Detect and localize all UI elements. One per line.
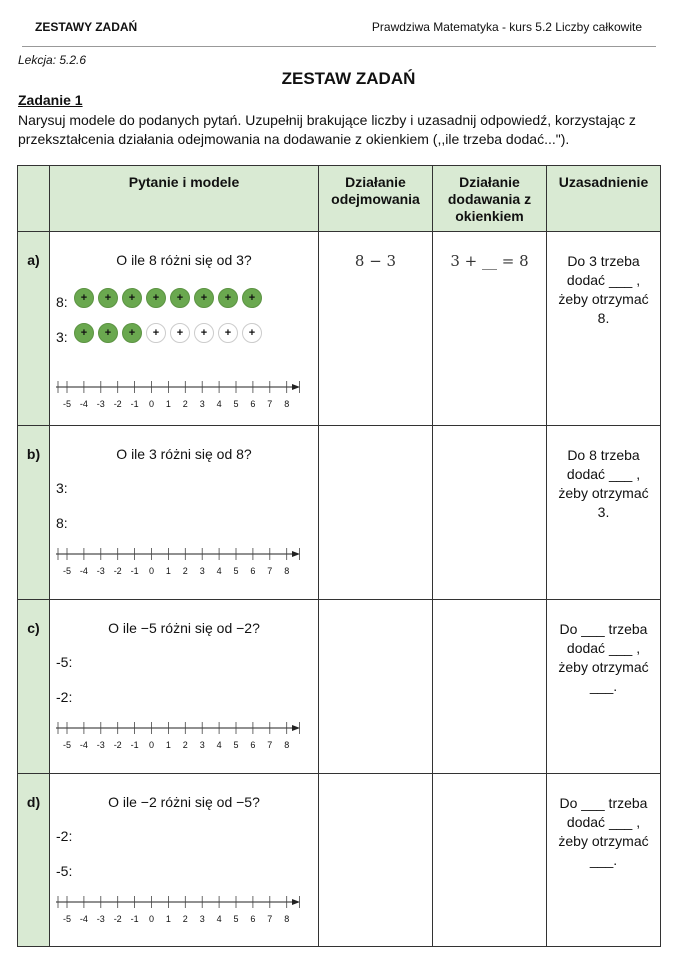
justification-cell[interactable]: Do 8 trzeba dodać ___ , żeby otrzymać 3. xyxy=(547,426,661,600)
number-line-tick-label: -1 xyxy=(130,399,139,409)
subtraction-cell[interactable] xyxy=(319,600,433,774)
number-line-tick-label: 8 xyxy=(284,566,290,576)
addition-cell[interactable] xyxy=(433,600,547,774)
question: O ile −2 różni się od −5? xyxy=(108,794,260,810)
positive-token-empty: + xyxy=(242,323,262,343)
subtraction-cell[interactable]: 8 − 3 xyxy=(319,232,433,426)
addition-cell[interactable] xyxy=(433,426,547,600)
model-cell xyxy=(50,774,319,947)
number-line-tick-label: 0 xyxy=(148,914,155,924)
number-line-tick-label: -2 xyxy=(113,399,122,409)
number-line-tick-label: -1 xyxy=(130,740,139,750)
number-line-tick-label: 0 xyxy=(148,566,155,576)
model-cell xyxy=(50,232,319,426)
positive-token-empty: + xyxy=(146,323,166,343)
number-line xyxy=(56,894,306,924)
model-cell xyxy=(50,426,319,600)
number-line-tick-label: 1 xyxy=(165,399,171,409)
addition-cell[interactable]: 3 + __ = 8 xyxy=(433,232,547,426)
positive-token-empty: + xyxy=(218,323,238,343)
model-cell xyxy=(50,600,319,774)
number-line-tick-label: -2 xyxy=(113,914,122,924)
number-line-tick-label: -5 xyxy=(62,566,72,576)
number-line-tick-label: 0 xyxy=(148,740,155,750)
number-line-tick-label: 8 xyxy=(284,740,290,750)
number-line-arrow xyxy=(292,551,300,557)
number-line-tick-label: -3 xyxy=(96,566,105,576)
justification-cell[interactable]: Do ___ trzeba dodać ___ , żeby otrzymać ___. xyxy=(547,774,661,947)
number-line xyxy=(56,379,306,409)
number-line-tick-label: 5 xyxy=(233,914,239,924)
number-line-tick-label: -4 xyxy=(79,740,88,750)
header-divider xyxy=(22,46,656,47)
number-line-tick-label: 7 xyxy=(267,914,273,924)
number-line-tick-label: -5 xyxy=(62,740,72,750)
number-line-tick-label: 7 xyxy=(267,566,273,576)
number-line-tick-label: 2 xyxy=(182,399,188,409)
number-line-arrow xyxy=(292,725,300,731)
header-left: ZESTAWY ZADAŃ xyxy=(35,20,138,34)
header-subtraction: Działanie odejmowania xyxy=(319,166,433,232)
number-line-tick-label: 4 xyxy=(216,566,222,576)
positive-token-empty: + xyxy=(194,323,214,343)
number-line-tick-label: -5 xyxy=(62,399,72,409)
header-models: Pytanie i modele xyxy=(50,166,319,232)
number-line-tick-label: -4 xyxy=(79,399,88,409)
task-table xyxy=(17,165,661,947)
positive-token-filled: + xyxy=(242,288,262,308)
token-row xyxy=(74,323,266,343)
token-row xyxy=(74,288,266,308)
number-line-tick-label: -3 xyxy=(96,740,105,750)
number-line-tick-label: 7 xyxy=(267,740,273,750)
number-line-tick-label: -1 xyxy=(130,914,139,924)
number-line-tick-label: 1 xyxy=(165,566,171,576)
table-row xyxy=(18,774,661,947)
number-line-tick-label: 4 xyxy=(216,740,222,750)
row-label: c) xyxy=(18,600,50,774)
number-line-tick-label: -4 xyxy=(79,914,88,924)
number-line-tick-label: 6 xyxy=(250,399,256,409)
number-line-tick-label: 8 xyxy=(284,914,290,924)
page-title: ZESTAW ZADAŃ xyxy=(281,69,416,88)
header-right: Prawdziwa Matematyka - kurs 5.2 Liczby całkowite xyxy=(371,20,642,34)
number-line-tick-label: -1 xyxy=(130,566,139,576)
model-row-label: 8: xyxy=(56,515,68,531)
justification-cell[interactable]: Do 3 trzeba dodać ___ , żeby otrzymać 8. xyxy=(547,232,661,426)
number-line-tick-label: 6 xyxy=(250,914,256,924)
model-row-label: -2: xyxy=(56,828,73,844)
model-row-label: 3: xyxy=(56,329,68,345)
number-line-arrow xyxy=(292,899,300,905)
number-line-tick-label: 3 xyxy=(199,740,205,750)
question: O ile −5 różni się od −2? xyxy=(108,620,260,636)
number-line-tick-label: -3 xyxy=(96,914,105,924)
number-line-tick-label: 8 xyxy=(284,399,290,409)
number-line-tick-label: 5 xyxy=(233,399,239,409)
subtraction-cell[interactable] xyxy=(319,774,433,947)
number-line-tick-label: 7 xyxy=(267,399,273,409)
number-line-tick-label: 2 xyxy=(182,566,188,576)
number-line-tick-label: 3 xyxy=(199,914,205,924)
number-line-tick-label: -2 xyxy=(113,740,122,750)
positive-token-empty: + xyxy=(170,323,190,343)
number-line xyxy=(56,546,306,576)
header-addition: Działanie dodawania z okienkiem xyxy=(433,166,547,232)
number-line-tick-label: -2 xyxy=(113,566,122,576)
positive-token-filled: + xyxy=(74,323,94,343)
model-row-label: -5: xyxy=(56,863,73,879)
model-row-label: 8: xyxy=(56,294,68,310)
positive-token-filled: + xyxy=(98,323,118,343)
number-line-tick-label: 5 xyxy=(233,566,239,576)
positive-token-filled: + xyxy=(146,288,166,308)
question: O ile 8 różni się od 3? xyxy=(116,252,252,268)
positive-token-filled: + xyxy=(122,288,142,308)
number-line-tick-label: 0 xyxy=(148,399,155,409)
model-row-label: -5: xyxy=(56,654,73,670)
question: O ile 3 różni się od 8? xyxy=(116,446,252,462)
positive-token-filled: + xyxy=(122,323,142,343)
number-line-tick-label: 6 xyxy=(250,566,256,576)
task-instructions: Narysuj modele do podanych pytań. Uzupełnij brakujące liczby i uzasadnij odpowiedź, korzystając z przekształcenia działania odejmowania na dodawanie z okienkiem (,,ile trzeba dodać..."). xyxy=(18,112,636,147)
number-line-tick-label: 2 xyxy=(182,914,188,924)
positive-token-filled: + xyxy=(194,288,214,308)
task-title: Zadanie 1 xyxy=(18,92,83,108)
row-label: d) xyxy=(18,774,50,947)
number-line xyxy=(56,720,306,750)
header-label-cell xyxy=(18,166,50,232)
positive-token-filled: + xyxy=(74,288,94,308)
subtraction-cell[interactable] xyxy=(319,426,433,600)
number-line-tick-label: 1 xyxy=(165,740,171,750)
number-line-tick-label: 4 xyxy=(216,914,222,924)
number-line-tick-label: -4 xyxy=(79,566,88,576)
number-line-tick-label: 2 xyxy=(182,740,188,750)
number-line-arrow xyxy=(292,384,300,390)
addition-cell[interactable] xyxy=(433,774,547,947)
header-justification: Uzasadnienie xyxy=(547,166,661,232)
number-line-tick-label: -5 xyxy=(62,914,72,924)
number-line-tick-label: 3 xyxy=(199,566,205,576)
row-label: b) xyxy=(18,426,50,600)
positive-token-filled: + xyxy=(218,288,238,308)
row-label: a) xyxy=(18,232,50,426)
number-line-tick-label: 5 xyxy=(233,740,239,750)
number-line-tick-label: 3 xyxy=(199,399,205,409)
model-row-label: 3: xyxy=(56,480,68,496)
table-row xyxy=(18,426,661,600)
number-line-tick-label: 4 xyxy=(216,399,222,409)
lesson-label: Lekcja: 5.2.6 xyxy=(18,53,87,67)
model-row-label: -2: xyxy=(56,689,73,705)
number-line-tick-label: 1 xyxy=(165,914,171,924)
number-line-tick-label: 6 xyxy=(250,740,256,750)
positive-token-filled: + xyxy=(98,288,118,308)
table-row xyxy=(18,600,661,774)
number-line-tick-label: -3 xyxy=(96,399,105,409)
positive-token-filled: + xyxy=(170,288,190,308)
justification-cell[interactable]: Do ___ trzeba dodać ___ , żeby otrzymać ___. xyxy=(547,600,661,774)
table-row xyxy=(18,232,661,426)
